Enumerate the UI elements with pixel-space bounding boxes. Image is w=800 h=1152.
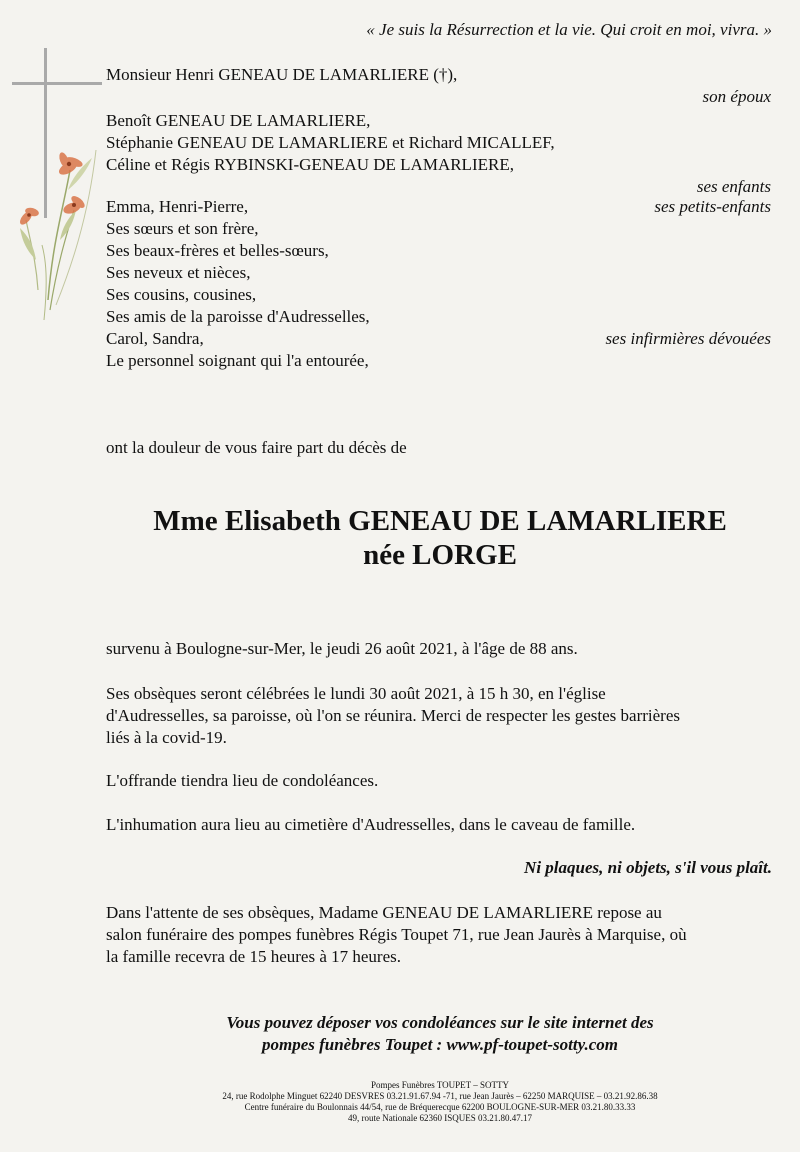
child-name: Céline et Régis RYBINSKI-GENEAU DE LAMARLIERE,	[106, 155, 514, 174]
relative-line: Ses amis de la paroisse d'Audresselles,	[106, 307, 370, 326]
deceased-block	[0, 504, 800, 572]
relative-line: Ses beaux-frères et belles-sœurs,	[106, 241, 329, 260]
condolences-notice	[0, 1012, 800, 1056]
death-details: survenu à Boulogne-sur-Mer, le jeudi 26 août 2021, à l'âge de 88 ans.	[106, 639, 578, 658]
footer-line: 49, route Nationale 62360 ISQUES 03.21.80.47.17	[348, 1113, 532, 1123]
relative-line: Ses cousins, cousines,	[106, 285, 257, 304]
footer-line: Centre funéraire du Boulonnais 44/54, rue de Bréquerecque 62200 BOULOGNE-SUR-MER 03.21.80.33.33	[244, 1102, 636, 1112]
husband-role: son époux	[702, 87, 771, 106]
scripture-quote: « Je suis la Résurrection et la vie. Qui croit en moi, vivra. »	[366, 20, 772, 39]
condolences-line: pompes funèbres Toupet : www.pf-toupet-sotty.com	[261, 1035, 619, 1054]
footer-line: 24, rue Rodolphe Minguet 62240 DESVRES 03.21.91.67.94 -71, rue Jean Jaurès – 62250 MARQUISE – 03.21.92.86.38	[222, 1091, 658, 1101]
offering-text: L'offrande tiendra lieu de condoléances.	[106, 771, 379, 790]
no-flowers-note: Ni plaques, ni objets, s'il vous plaît.	[524, 858, 772, 877]
staff-line: Le personnel soignant qui l'a entourée,	[106, 351, 369, 370]
funeral-line: liés à la covid-19.	[106, 728, 227, 747]
relative-line: Ses sœurs et son frère,	[106, 219, 259, 238]
viewing-details	[106, 902, 776, 968]
relative-line: Ses neveux et nièces,	[106, 263, 251, 282]
deceased-name: Mme Elisabeth GENEAU DE LAMARLIERE	[153, 505, 727, 537]
children-role: ses enfants	[696, 177, 771, 196]
burial-text: L'inhumation aura lieu au cimetière d'Audresselles, dans le caveau de famille.	[106, 815, 636, 834]
child-name: Stéphanie GENEAU DE LAMARLIERE et Richard MICALLEF,	[106, 133, 555, 152]
funeral-line: d'Audresselles, sa paroisse, où l'on se réunira. Merci de respecter les gestes barrières	[106, 706, 680, 725]
nurses-role: ses infirmières dévouées	[605, 329, 771, 348]
viewing-line: Dans l'attente de ses obsèques, Madame GENEAU DE LAMARLIERE repose au	[106, 903, 662, 922]
announcement-text: ont la douleur de vous faire part du décès de	[106, 438, 407, 457]
funeral-details	[106, 683, 776, 749]
deceased-maiden-name: née LORGE	[363, 539, 517, 571]
funeral-line: Ses obsèques seront célébrées le lundi 30 août 2021, à 15 h 30, en l'église	[106, 684, 606, 703]
funeral-home-footer	[0, 1080, 800, 1124]
grandchildren-names: Emma, Henri-Pierre,	[106, 197, 249, 216]
family-children-block	[106, 110, 771, 198]
viewing-line: salon funéraire des pompes funèbres Régis Toupet 71, rue Jean Jaurès à Marquise, où	[106, 925, 687, 944]
family-others-block	[106, 196, 771, 372]
footer-line: Pompes Funèbres TOUPET – SOTTY	[370, 1080, 509, 1090]
family-husband-block	[106, 64, 771, 108]
cross-with-flowers-icon	[8, 40, 108, 330]
child-name: Benoît GENEAU DE LAMARLIERE,	[106, 111, 371, 130]
grandchildren-role: ses petits-enfants	[654, 197, 771, 216]
condolences-line: Vous pouvez déposer vos condoléances sur le site internet des	[226, 1013, 654, 1032]
husband-name: Monsieur Henri GENEAU DE LAMARLIERE (†),	[106, 65, 458, 84]
viewing-line: la famille recevra de 15 heures à 17 heures.	[106, 947, 401, 966]
nurses-names: Carol, Sandra,	[106, 329, 204, 348]
